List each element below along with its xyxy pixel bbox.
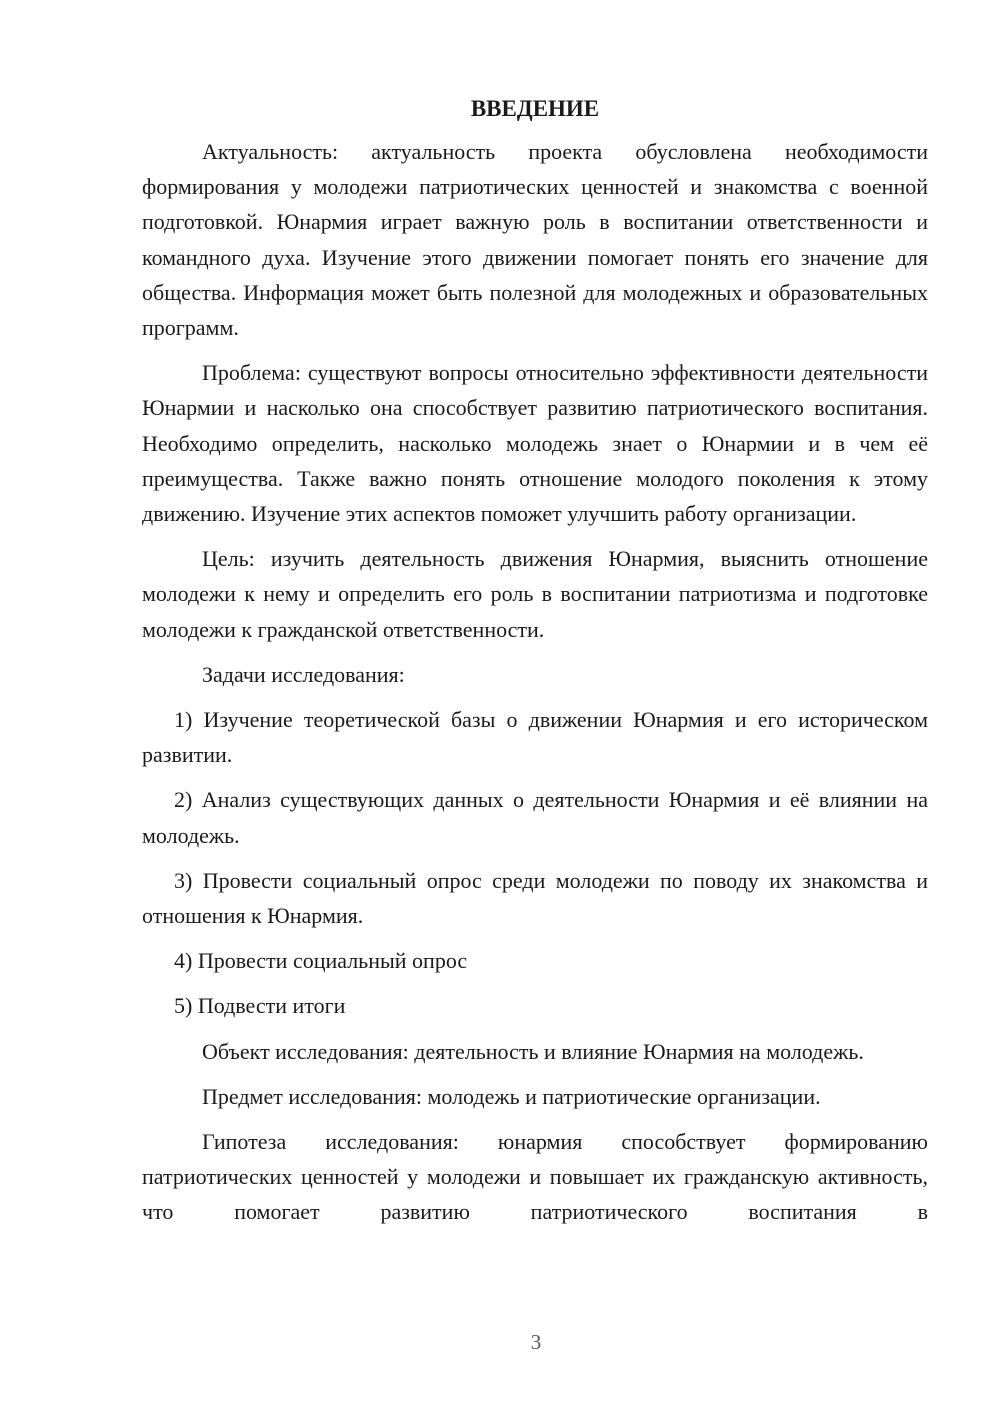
document-page: [142, 92, 928, 1240]
task-item-1: 1) Изучение теоретической базы о движении Юнармия и его историческом развитии.: [142, 707, 928, 768]
task-item-2: 2) Анализ существующих данных о деятельности Юнармия и её влиянии на молодежь.: [142, 787, 928, 848]
task-item-5: 5) Подвести итоги: [174, 993, 346, 1019]
paragraph-hypothesis: Гипотеза исследования: юнармия способствует формированию патриотических ценностей у молодежи и повышает их гражданскую активность, что помогает развитию патриотического воспитания в: [142, 1129, 928, 1225]
task-item-4: 4) Провести социальный опрос: [174, 948, 468, 974]
paragraph-object: Объект исследования: деятельность и влияние Юнармия на молодежь.: [202, 1038, 864, 1064]
paragraph-problem: Проблема: существуют вопросы относительно эффективности деятельности Юнармии и насколько она способствует развитию патриотического воспитания. Необходимо определить, насколько молодежь знает о Юнармии и в чем её преимущества. Также важно понять отношение молодого поколения к этому движению. Изучение этих аспектов поможет улучшить работу организации.: [142, 360, 928, 527]
page-number: 3: [530, 1330, 542, 1354]
paragraph-goal: Цель: изучить деятельность движения Юнармия, выяснить отношение молодежи к нему и определить его роль в воспитании патриотизма и подготовке молодежи к гражданской ответственности.: [142, 546, 928, 642]
section-title: ВВЕДЕНИЕ: [470, 96, 600, 121]
paragraph-subject: Предмет исследования: молодежь и патриотические организации.: [202, 1083, 821, 1109]
tasks-heading: Задачи исследования:: [202, 661, 405, 687]
paragraph-relevance: Актуальность: актуальность проекта обусловлена необходимости формирования у молодежи патриотических ценностей и знакомства с военной подготовкой. Юнармия играет важную роль в воспитании ответственности и командного духа. Изучение этого движении помогает понять его значение для общества. Информация может быть полезной для молодежных и образовательных программ.: [142, 139, 928, 341]
task-item-3: 3) Провести социальный опрос среди молодежи по поводу их знакомства и отношения к Юнармия.: [142, 867, 928, 929]
